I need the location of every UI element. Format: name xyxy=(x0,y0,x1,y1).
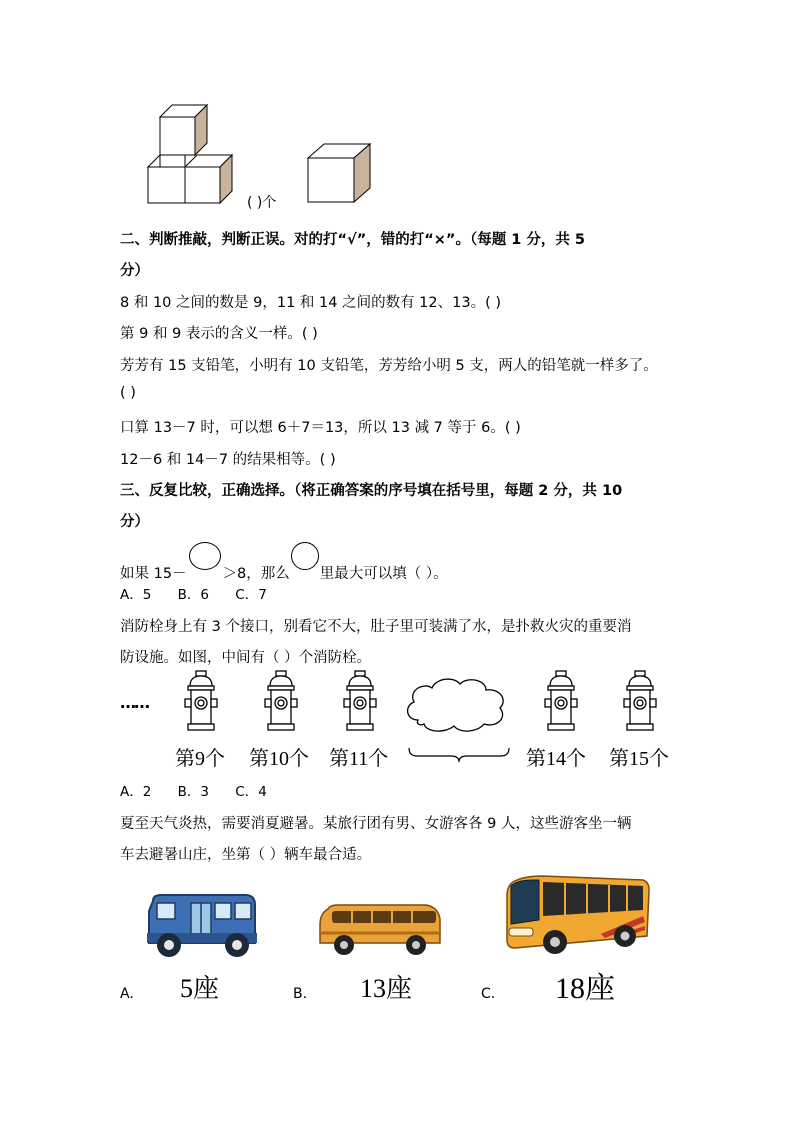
q1-part1: 如果 15－ xyxy=(120,566,187,582)
q2-line2: 防设施。如图，中间有（ ）个消防栓。 xyxy=(120,650,372,666)
q3-line2: 车去避暑山庄，坐第（ ）辆车最合适。 xyxy=(120,847,372,863)
q3-line1: 夏至天气炎热，需要消夏避暑。某旅行团有男、女游客各 9 人，这些游客坐一辆 xyxy=(120,816,632,832)
q1-part3: 里最大可以填（ ）。 xyxy=(319,566,448,582)
hydrant-icon xyxy=(183,670,219,732)
q2-options xyxy=(120,780,289,800)
q2-line1: 消防栓身上有 3 个接口，别看它不大，肚子里可装满了水，是扑救火灾的重要消 xyxy=(120,619,632,635)
judge-item-2: 第 9 和 9 表示的含义一样。( ) xyxy=(120,326,318,342)
brace-icon xyxy=(407,744,511,764)
judge-item-5: 12－6 和 14－7 的结果相等。( ) xyxy=(120,452,336,468)
hydrant-label-11: 第11个 xyxy=(329,748,389,770)
section3-title-line2: 分） xyxy=(120,514,149,530)
bus-option-c-letter: C. xyxy=(481,986,496,1002)
stacked-cubes-figure xyxy=(145,105,245,205)
q1-line xyxy=(120,552,448,583)
section2-title-line2: 分） xyxy=(120,263,149,279)
q1-option-a: A．5 xyxy=(120,587,152,603)
section3-title-line1: 三、反复比较，正确选择。（将正确答案的序号填在括号里，每题 2 分，共 10 xyxy=(120,483,623,499)
q2-option-c: C．4 xyxy=(235,784,267,800)
cube-count-blank: ( )个 xyxy=(247,195,277,211)
blue-bus-icon xyxy=(145,893,259,961)
q2-option-a: A．2 xyxy=(120,784,152,800)
q2-option-b: B．3 xyxy=(177,784,209,800)
ellipsis-dots: …… xyxy=(120,693,148,712)
judge-item-3: 芳芳有 15 支铅笔，小明有 10 支铅笔，芳芳给小明 5 支，两人的铅笔就一样多了。 xyxy=(120,358,658,374)
judge-item-4: 口算 13－7 时，可以想 6＋7＝13，所以 13 减 7 等于 6。( ) xyxy=(120,420,521,436)
q1-options xyxy=(120,583,289,603)
bus-option-b-seats: 13座 xyxy=(360,974,413,1003)
cloud-shape xyxy=(404,676,510,734)
unit-cube-figure xyxy=(306,142,376,206)
q1-circle-1 xyxy=(189,542,221,570)
q1-part2: ＞8，那么 xyxy=(222,566,290,582)
q1-option-c: C．7 xyxy=(235,587,267,603)
hydrant-label-14: 第14个 xyxy=(526,748,586,770)
judge-item-3-blank: ( ) xyxy=(120,385,136,401)
bus-option-a-seats: 5座 xyxy=(180,974,220,1003)
hydrant-label-9: 第9个 xyxy=(175,748,225,770)
q1-option-b: B．6 xyxy=(177,587,209,603)
bus-option-a-letter: A. xyxy=(120,986,134,1002)
q1-circle-2 xyxy=(291,542,319,570)
bus-option-b-letter: B. xyxy=(293,986,308,1002)
coach-bus-icon xyxy=(503,876,649,962)
hydrant-icon xyxy=(342,670,378,732)
hydrant-icon xyxy=(543,670,579,732)
bus-option-c-seats: 18座 xyxy=(555,972,615,1005)
hydrant-icon xyxy=(622,670,658,732)
hydrant-label-10: 第10个 xyxy=(249,748,309,770)
hydrant-icon xyxy=(263,670,299,732)
orange-bus-icon xyxy=(318,903,442,959)
section2-title-line1: 二、判断推敲，判断正误。对的打“√”，错的打“×”。（每题 1 分，共 5 xyxy=(120,232,586,248)
hydrant-label-15: 第15个 xyxy=(609,748,669,770)
judge-item-1: 8 和 10 之间的数是 9，11 和 14 之间的数有 12、13。( ) xyxy=(120,295,501,311)
